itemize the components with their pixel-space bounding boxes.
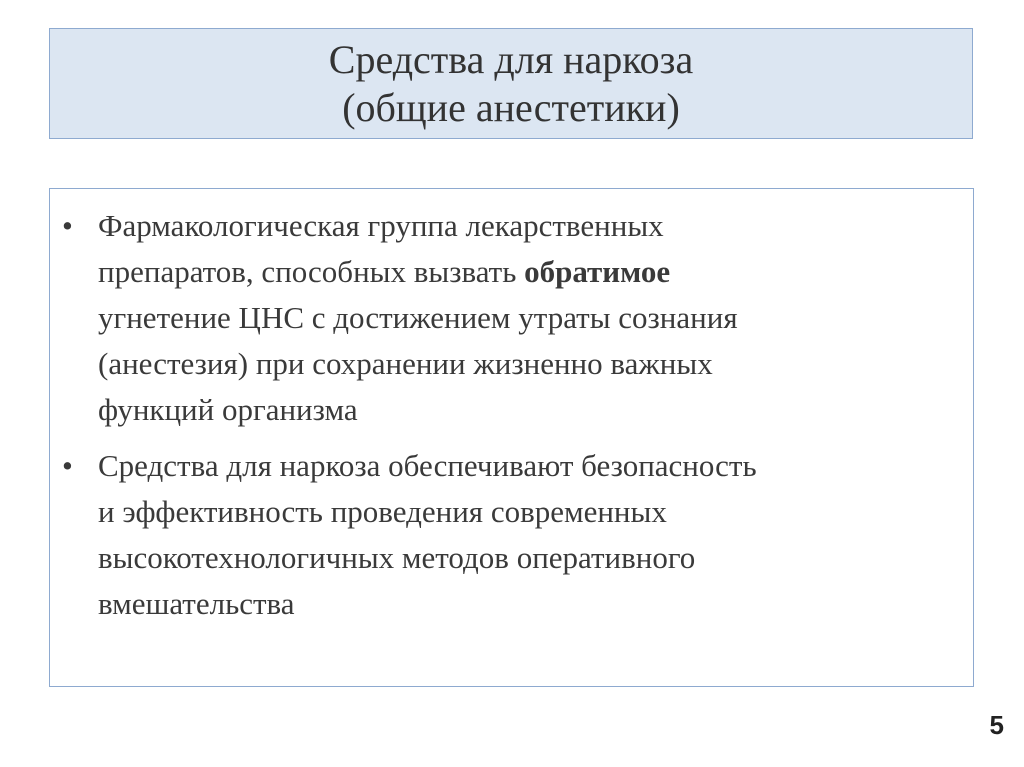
slide-content-box	[49, 188, 974, 687]
slide-title-box	[49, 28, 973, 139]
bullet-line	[98, 443, 942, 489]
bullet-line	[98, 387, 942, 433]
bullet-marker: •	[62, 448, 73, 483]
bullet-text: Средства для наркоза обеспечивают безопасность	[98, 448, 757, 483]
bullet-text: препаратов, способных вызвать	[98, 254, 525, 289]
slide-title-line-2: (общие анестетики)	[342, 84, 680, 130]
bullet-line	[98, 581, 942, 627]
bullet-line	[98, 341, 942, 387]
bullet-text: функций организма	[98, 392, 358, 427]
bullet-line	[98, 295, 942, 341]
bullet-item-purpose	[62, 443, 942, 627]
bullet-line	[98, 489, 942, 535]
bullet-line	[98, 203, 942, 249]
bullet-text: вмешательства	[98, 586, 295, 621]
bullet-text-bold: обратимое	[524, 254, 671, 289]
bullet-item-definition	[62, 203, 942, 433]
slide-title-line-1: Средства для наркоза	[328, 36, 694, 82]
bullet-marker: •	[62, 208, 73, 243]
bullet-list	[62, 203, 942, 637]
bullet-line	[98, 535, 942, 581]
bullet-text: угнетение ЦНС с достижением утраты сознания	[98, 300, 738, 335]
bullet-text: Фармакологическая группа лекарственных	[98, 208, 664, 243]
slide-number: 5	[989, 710, 1004, 740]
bullet-text: высокотехнологичных методов оперативного	[98, 540, 696, 575]
bullet-text: (анестезия) при сохранении жизненно важных	[98, 346, 713, 381]
bullet-text: и эффективность проведения современных	[98, 494, 667, 529]
bullet-line	[98, 249, 942, 295]
